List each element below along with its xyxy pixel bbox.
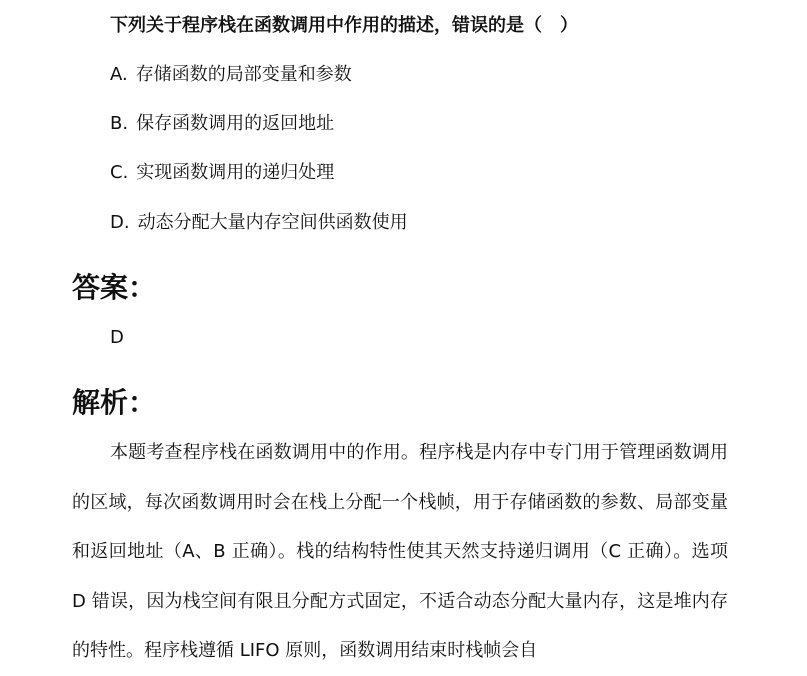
option-b-letter: B.	[110, 113, 129, 134]
option-c-letter: C.	[110, 162, 129, 183]
analysis-heading: 解析：	[72, 386, 157, 419]
option-d	[110, 209, 408, 237]
option-d-letter: D.	[110, 212, 130, 233]
option-d-text: 动态分配大量内存空间供函数使用	[137, 212, 408, 233]
option-a-text: 存储函数的局部变量和参数	[135, 64, 352, 85]
option-b-text: 保存函数调用的返回地址	[136, 113, 335, 134]
option-c	[110, 159, 334, 187]
option-a-letter: A.	[110, 64, 128, 85]
option-b	[110, 110, 334, 138]
question-stem: 下列关于程序栈在函数调用中作用的描述，错误的是（ ）	[110, 15, 578, 36]
answer-heading: 答案：	[72, 271, 157, 304]
option-c-text: 实现函数调用的递归处理	[136, 162, 335, 183]
answer-value: D	[110, 327, 124, 348]
analysis-text: 本题考查程序栈在函数调用中的作用。程序栈是内存中专门用于管理函数调用的区域，每次函数调用时会在栈上分配一个栈帧，用于存储函数的参数、局部变量和返回地址（A、B 正确）。栈的结构特性使其天然支持递归调用（C 正确）。选项 D 错误，因为栈空间有限且分配方式固定，不适合动态分配大量内存，这是堆内存的特性。程序栈遵循 LIFO 原则，函数调用结束时栈帧会自	[72, 442, 728, 661]
option-a	[110, 61, 352, 89]
